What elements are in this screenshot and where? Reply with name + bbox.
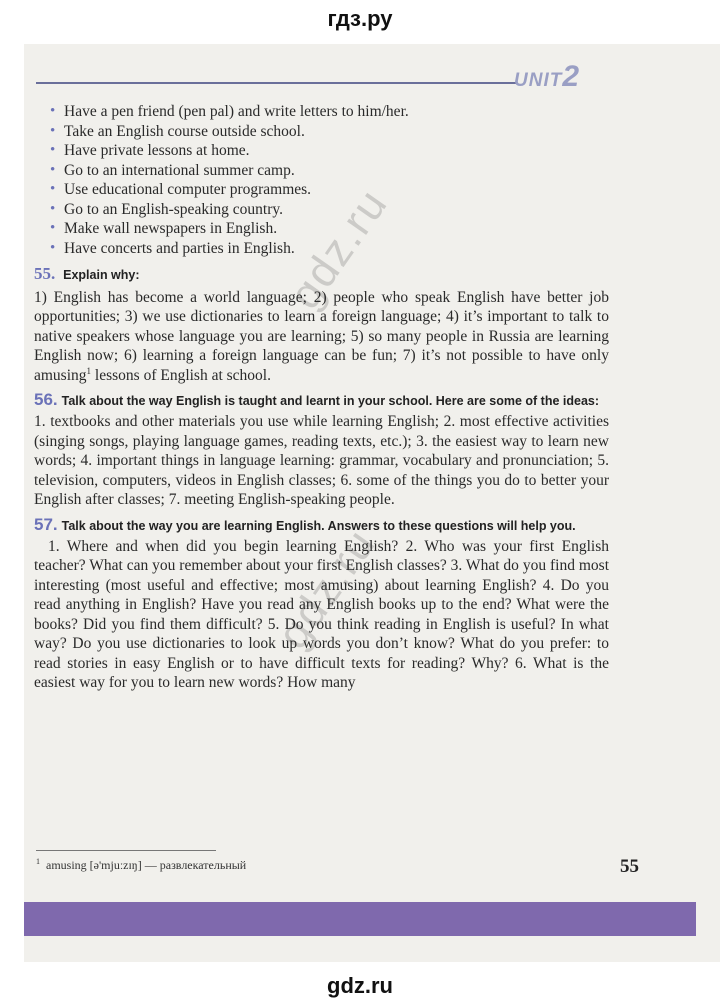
list-item: • Use educational computer programmes. bbox=[50, 181, 312, 198]
unit-word: UNIT bbox=[514, 70, 563, 91]
footnote bbox=[36, 858, 246, 873]
bullet-icon: • bbox=[50, 220, 56, 236]
footnote-rule bbox=[36, 850, 216, 851]
site-header: гдз.ру bbox=[327, 6, 393, 31]
list-item: • Take an English course outside school. bbox=[50, 122, 305, 140]
list-item: • Make wall newspapers in English. bbox=[50, 220, 278, 237]
footnote-mark: 1 bbox=[36, 857, 40, 866]
unit-header-rule bbox=[36, 82, 516, 84]
bullet-icon: • bbox=[50, 181, 56, 197]
exercise-56-number: 56. bbox=[34, 390, 58, 409]
footnote-text: amusing [ə'mjuːzɪŋ] — развлекательный bbox=[46, 858, 247, 872]
footer-color-band bbox=[24, 902, 696, 936]
bullet-icon: • bbox=[50, 142, 56, 158]
exercise-56-heading bbox=[34, 391, 609, 410]
list-item: • Have private lessons at home. bbox=[50, 142, 250, 159]
exercise-56-text: 1. textbooks and other materials you use while learning English; 2. most effective activities (singing songs, playing language games, reading texts, etc.); 3. the easiest way to learn new words; 4. important things in language learning: grammar, vocabulary and pronunciation; 5. television, computers, videos in English classes; 6. some of the things you do to better your English after classes; 7. meeting English-speaking people. bbox=[34, 413, 609, 508]
list-item: • Have concerts and parties in English. bbox=[50, 239, 295, 257]
exercise-57-heading bbox=[34, 516, 609, 535]
list-item: • Go to an English-speaking country. bbox=[50, 200, 283, 218]
footnote-marker: 1 bbox=[86, 365, 92, 376]
watermark: gdz.ru bbox=[280, 179, 398, 318]
exercise-56-title: Talk about the way English is taught and learnt in your school. Here are some of the ideas: bbox=[61, 394, 600, 408]
exercise-57-number: 57. bbox=[34, 514, 58, 534]
watermark: gdz.ru bbox=[268, 519, 386, 658]
list-item: • Have a pen friend (pen pal) and write letters to him/her. bbox=[50, 103, 409, 120]
site-footer: gdz.ru bbox=[327, 973, 393, 998]
list-item: • Go to an international summer camp. bbox=[50, 161, 295, 179]
exercise-55-title: Explain why: bbox=[63, 268, 140, 282]
unit-number: 2 bbox=[562, 60, 581, 93]
unit-label bbox=[514, 60, 580, 94]
exercise-57-text: 1. Where and when did you begin learning English? 2. Who was your first English teacher? What can you remember about your first English classes? 3. What do you find most interesting (most useful and effective; most amusing) about learning English? 4. Do you read anything in English? Have you read any English books up to the end? What were the books? Did you find them difficult? 5. Do you think reading in English is useful? In what way? Do you use dictionaries to look up words you don’t know? What do you prefer: to read stories in easy English or to have difficult texts for reading? Why? 6. What is the easiest way for you to learn new words? How many bbox=[34, 537, 609, 691]
bullet-icon: • bbox=[50, 122, 56, 139]
page-number: 55 bbox=[620, 856, 639, 877]
textbook-page bbox=[24, 44, 720, 962]
bullet-icon: • bbox=[50, 239, 56, 256]
exercise-55-number: 55. bbox=[34, 264, 56, 283]
bullet-icon: • bbox=[50, 161, 56, 178]
exercise-57-title: Talk about the way you are learning English. Answers to these questions will help you. bbox=[61, 518, 576, 533]
exercise-55-text: 1) English has become a world language; 2) people who speak English have better job opportunities; 3) we use dictionaries to learn a foreign language; 4) it’s important to talk to native speakers whose language you are learning; 5) so many people in Russia are learning English now; 6) learning a foreign language can be fun; 7) it’s not possible to have only amusing$^1$ lessons of English at school. bbox=[34, 288, 609, 384]
bullet-icon: • bbox=[50, 200, 56, 217]
bullet-icon: • bbox=[50, 103, 56, 119]
